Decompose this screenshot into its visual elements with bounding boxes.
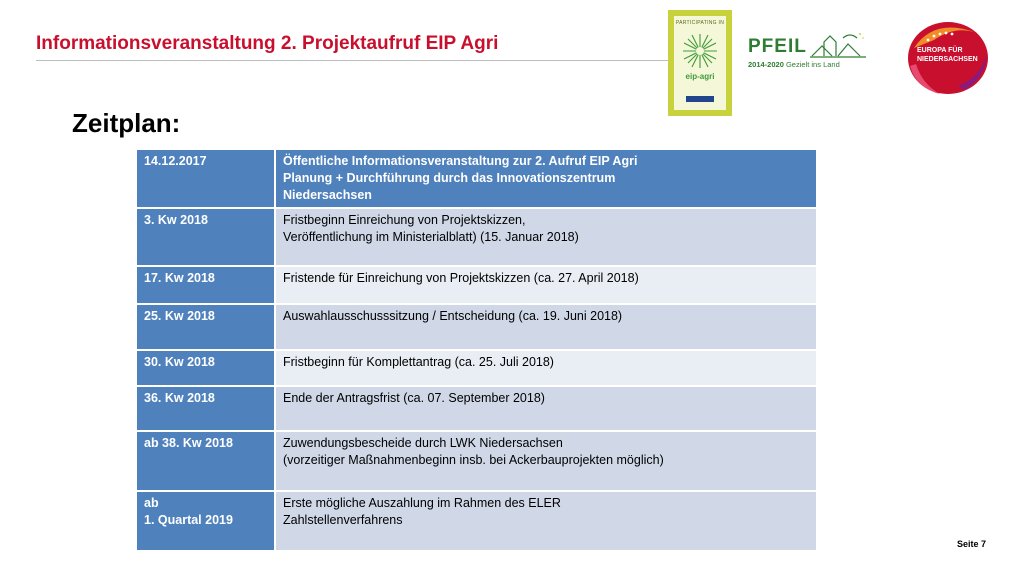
eip-agri-burst-icon [681, 32, 719, 70]
date-line: 3. Kw 2018 [144, 213, 208, 227]
pfeil-slogan: Gezielt ins Land [785, 60, 840, 69]
date-line: 17. Kw 2018 [144, 271, 215, 285]
desc-line: Erste mögliche Auszahlung im Rahmen des ELER [283, 496, 561, 510]
europa-line-2: NIEDERSACHSEN [917, 56, 978, 63]
pfeil-subline [748, 60, 840, 69]
table-row [136, 304, 817, 350]
desc-line: Fristende für Einreichung von Projektskizzen (ca. 27. April 2018) [283, 271, 639, 285]
table-row [136, 491, 817, 551]
desc-line: Fristbeginn für Komplettantrag (ca. 25. Juli 2018) [283, 355, 554, 369]
desc-line: (vorzeitiger Maßnahmenbeginn insb. bei Ackerbauprojekten möglich) [283, 453, 664, 467]
eip-agri-logo [668, 10, 732, 116]
schedule-desc-cell [275, 208, 817, 266]
pfeil-wordmark: PFEIL [748, 36, 807, 57]
desc-line: Planung + Durchführung durch das Innovationszentrum [283, 171, 616, 185]
schedule-table [135, 148, 818, 552]
schedule-date-cell [136, 431, 275, 491]
schedule-date-cell [136, 386, 275, 431]
desc-line: Zahlstellenverfahrens [283, 513, 403, 527]
desc-line: Ende der Antragsfrist (ca. 07. September 2018) [283, 391, 545, 405]
schedule-desc-cell [275, 266, 817, 304]
table-row [136, 350, 817, 386]
schedule-date-cell [136, 350, 275, 386]
schedule-desc-cell [275, 491, 817, 551]
table-row [136, 208, 817, 266]
desc-line: Fristbeginn Einreichung von Projektskizzen, [283, 213, 526, 227]
pfeil-logo [748, 26, 868, 76]
header-divider [36, 60, 668, 61]
schedule-desc-cell [275, 386, 817, 431]
desc-line: Niedersachsen [283, 188, 372, 202]
date-line: 36. Kw 2018 [144, 391, 215, 405]
date-line: 1. Quartal 2019 [144, 513, 233, 527]
schedule-desc-cell [275, 149, 817, 208]
pfeil-years: 2014-2020 [748, 60, 784, 69]
eip-brand-text: eip-agri [685, 72, 715, 81]
table-row [136, 266, 817, 304]
schedule-date-cell [136, 149, 275, 208]
table-row [136, 431, 817, 491]
europa-niedersachsen-logo [904, 18, 990, 98]
date-line: ab 38. Kw 2018 [144, 436, 233, 450]
desc-line: Öffentliche Informationsveranstaltung zur 2. Aufruf EIP Agri [283, 154, 638, 168]
eip-participating-text: PARTICIPATING IN [675, 20, 725, 26]
eu-flag-icon [686, 96, 714, 102]
date-line: ab [144, 496, 159, 510]
date-line: 25. Kw 2018 [144, 309, 215, 323]
europa-logo-text [917, 46, 978, 64]
schedule-date-cell [136, 304, 275, 350]
schedule-date-cell [136, 266, 275, 304]
schedule-heading: Zeitplan: [72, 108, 181, 138]
desc-line: Auswahlausschusssitzung / Entscheidung (ca. 19. Juni 2018) [283, 309, 623, 323]
date-line: 14.12.2017 [144, 154, 207, 168]
table-row [136, 386, 817, 431]
schedule-desc-cell [275, 431, 817, 491]
page-number: Seite 7 [956, 539, 986, 549]
pfeil-village-icon [810, 30, 866, 60]
schedule-date-cell [136, 208, 275, 266]
schedule-date-cell [136, 491, 275, 551]
schedule-desc-cell [275, 350, 817, 386]
europa-line-1: EUROPA FÜR [917, 47, 963, 54]
table-row [136, 149, 817, 208]
desc-line: Zuwendungsbescheide durch LWK Niedersachsen [283, 436, 563, 450]
schedule-desc-cell [275, 304, 817, 350]
page-title: Informationsveranstaltung 2. Projektaufruf EIP Agri [36, 33, 499, 54]
desc-line: Veröffentlichung im Ministerialblatt) (15. Januar 2018) [283, 230, 579, 244]
date-line: 30. Kw 2018 [144, 355, 215, 369]
